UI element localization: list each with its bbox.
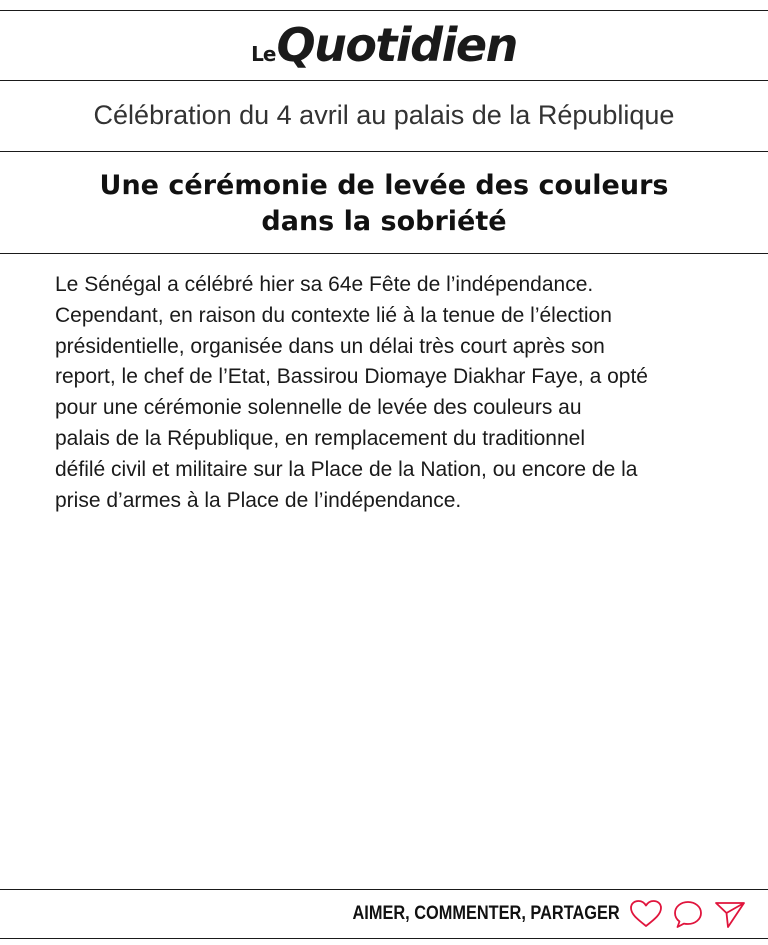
masthead-logo — [0, 18, 768, 72]
article-kicker: Célébration du 4 avril au palais de la République — [93, 100, 675, 130]
kicker-rule — [0, 151, 768, 152]
body-line: présidentielle, organisée dans un délai très court après son — [55, 334, 605, 358]
body-line: défilé civil et militaire sur la Place de la Nation, ou encore de la — [55, 457, 638, 481]
masthead-name: Quotidien — [276, 18, 517, 72]
headline-rule — [0, 253, 768, 254]
headline-line: Une cérémonie de levée des couleurs — [99, 170, 669, 201]
social-actions-bar — [309, 893, 748, 935]
masthead-prefix: Le — [251, 42, 276, 66]
body-line: Cependant, en raison du contexte lié à la tenue de l’élection — [55, 303, 612, 327]
body-line: Le Sénégal a célébré hier sa 64e Fête de l’indépendance. — [55, 273, 594, 296]
masthead-rule — [0, 80, 768, 81]
comment-icon[interactable] — [670, 896, 706, 932]
article-headline — [40, 168, 728, 240]
top-rule — [0, 10, 768, 11]
social-cta-label: AIMER, COMMENTER, PARTAGER — [352, 903, 620, 924]
body-line: palais de la République, en remplacement du traditionnel — [55, 426, 586, 450]
body-line: prise d’armes à la Place de l’indépendance. — [55, 488, 462, 512]
bottom-rule — [0, 938, 768, 939]
article-body — [55, 270, 735, 516]
body-line: report, le chef de l’Etat, Bassirou Diomaye Diakhar Faye, a opté — [55, 365, 648, 389]
heart-icon[interactable] — [628, 896, 664, 932]
share-icon[interactable] — [712, 896, 748, 932]
body-line: pour une cérémonie solennelle de levée des couleurs au — [55, 396, 582, 420]
headline-line: dans la sobriété — [261, 206, 507, 237]
footer-top-rule — [0, 889, 768, 890]
